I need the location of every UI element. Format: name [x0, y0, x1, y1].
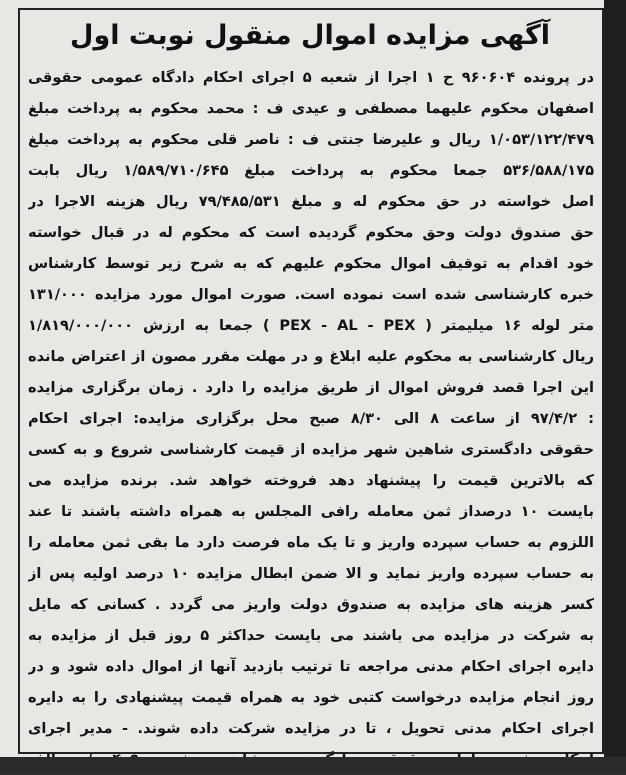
notice-line: اجرای احکام مدنی تحویل ، تا در مزایده شرکت داده شوند. - مدیر اجرای — [28, 720, 594, 737]
notice-body — [28, 62, 594, 775]
photo-dark-bottom — [0, 757, 626, 771]
notice-line: ۱/۰۵۳/۱۲۲/۴۷۹ ریال و علیرضا جنتی ف : ناصر قلی محکوم به پرداخت مبلغ — [28, 131, 594, 148]
notice-line: حق صندوق دولت وحق محکوم گردیده است که محکوم له در قبال خواسته — [28, 224, 594, 241]
notice-line: خود اقدام به توقیف اموال محکوم علیهم که به شرح زیر توسط کارشناس — [28, 255, 594, 272]
notice-line: ۵۳۶/۵۸۸/۱۷۵ جمعا محکوم به پرداخت مبلغ ۱/۵۸۹/۷۱۰/۶۴۵ ریال بابت — [28, 162, 594, 179]
notice-line: به حساب سپرده واریز نماید و الا ضمن ابطال مزایده ۱۰ درصد اولیه پس از — [28, 565, 594, 582]
notice-line: : ۹۷/۴/۲ از ساعت ۸ الی ۸/۳۰ صبح محل برگزاری مزایده: اجرای احکام — [28, 410, 594, 427]
notice-line: متر لوله ۱۶ میلیمتر ( PEX - AL - PEX ) جمعا به ارزش ۱/۸۱۹/۰۰۰/۰۰۰ — [28, 317, 594, 334]
notice-line: که بالاترین قیمت را پیشنهاد دهد فروخته خواهد شد. برنده مزایده می — [28, 472, 594, 489]
notice-line: اللزوم به حساب سپرده واریز و تا یک ماه فرصت دارد ما بقی ثمن معامله را — [28, 534, 594, 551]
notice-line: به شرکت در مزایده می باشند می بایست حداکثر ۵ روز قبل از مزایده به — [28, 627, 594, 644]
notice-line: حقوقی دادگستری شاهین شهر مزایده از قیمت کارشناسی شروع و به کسی — [28, 441, 594, 458]
notice-line: دایره اجرای احکام مدنی مراجعه تا ترتیب بازدید آنها از اموال داده شود و در — [28, 658, 594, 675]
notice-line: اصل خواسته در حق محکوم له و مبلغ ۷۹/۴۸۵/۵۳۱ ریال هزینه الاجرا در — [28, 193, 594, 210]
notice-line: ریال کارشناسی به محکوم علیه ابلاغ و در مهلت مقرر مصون از اعتراض مانده — [28, 348, 594, 365]
notice-line: بایست ۱۰ درصداز ثمن معامله رافی المجلس به همراه داشته باشند تا عند — [28, 503, 594, 520]
photo-dark-edge — [604, 0, 626, 771]
notice-line: در پرونده ۹۶۰۶۰۴ ح ۱ اجرا از شعبه ۵ اجرای احکام دادگاه عمومی حقوقی — [28, 69, 594, 86]
notice-line: اصفهان محکوم علیهما مصطفی و عیدی ف : محمد محکوم به پرداخت مبلغ — [28, 100, 594, 117]
notice-title: آگهی مزایده اموال منقول نوبت اول — [70, 20, 550, 51]
notice-line: خبره کارشناسی شده است نموده است. صورت اموال مورد مزایده ۱۳۱/۰۰۰ — [28, 286, 594, 303]
notice-line: کسر هزینه های مزایده به صندوق دولت واریز می گردد . کسانی که مایل — [28, 596, 594, 613]
notice-line: روز انجام مزایده درخواست کتبی خود به همراه قیمت پیشنهادی را به دایره — [28, 689, 594, 706]
notice-line: این اجرا قصد فروش اموال از طریق مزایده را دارد . زمان برگزاری مزایده — [28, 379, 594, 396]
